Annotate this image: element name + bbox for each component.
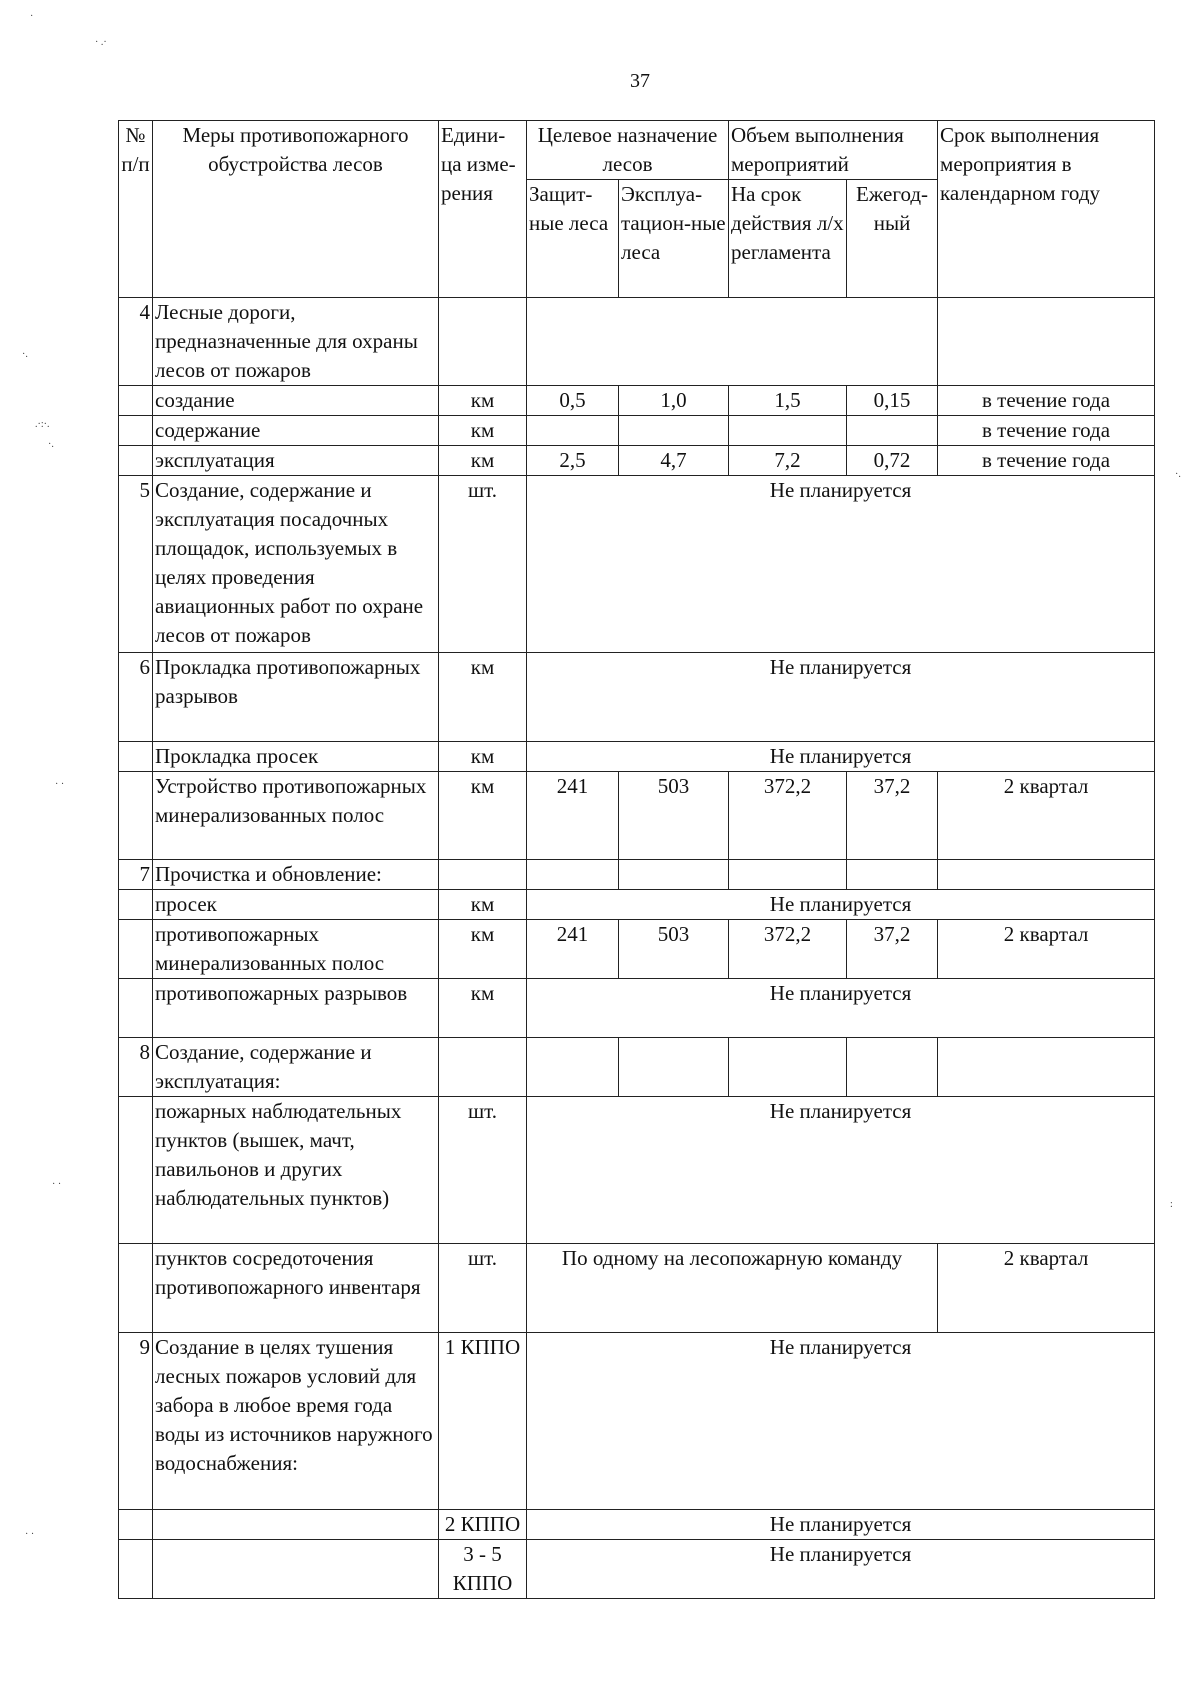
header-exploitation: Эксплуа-тацион-ные леса [619,180,729,298]
row-annual: 37,2 [847,920,938,979]
row-status: Не планируется [527,890,1155,920]
row-exploitation: 1,0 [619,386,729,416]
row-deadline: 2 квартал [938,772,1155,860]
row-unit: км [439,742,527,772]
table-row [119,920,1155,979]
row-title: Прокладка противопожарных разрывов [153,653,439,742]
row-status: По одному на лесопожарную команду [527,1244,938,1333]
row-protective: 0,5 [527,386,619,416]
row-exploitation: 503 [619,772,729,860]
header-unit: Едини-ца изме-рения [439,121,527,298]
row-unit: км [439,772,527,860]
table-row [119,1333,1155,1510]
scan-speck: · .· [95,37,107,48]
scan-speck: · · [55,779,65,790]
row-annual: 0,72 [847,446,938,476]
row-status: Не планируется [527,1097,1155,1244]
row-unit: км [439,653,527,742]
table-row [119,416,1155,446]
row-title: противопожарных разрывов [153,979,439,1038]
row-unit: 1 КППО [439,1333,527,1510]
row-title: противопожарных минерализованных полос [153,920,439,979]
row-status: Не планируется [527,1510,1155,1540]
row-num: 9 [119,1333,153,1510]
row-num: 7 [119,860,153,890]
row-title: содержание [153,416,439,446]
page-number: 37 [630,70,650,92]
scan-speck: · [30,11,34,22]
row-unit: шт. [439,1097,527,1244]
table-row [119,1038,1155,1097]
row-title: Лесные дороги, предназначенные для охраны лесов от пожаров [153,298,439,386]
header-annual: Ежегод-ный [847,180,938,298]
row-values [527,298,938,386]
table-row [119,860,1155,890]
row-unit: км [439,979,527,1038]
row-unit: 3 - 5 КППО [439,1540,527,1599]
row-for-term: 372,2 [729,772,847,860]
table-row [119,386,1155,416]
row-unit: 2 КППО [439,1510,527,1540]
row-title: пожарных наблюдательных пунктов (вышек, мачт, павильонов и других наблюдательных пунктов) [153,1097,439,1244]
scan-speck: ·. [22,349,28,360]
row-title: Прокладка просек [153,742,439,772]
header-volume: Объем выполнения мероприятий [729,121,938,180]
scan-speck: .·:·. [35,419,50,430]
header-target: Целевое назначение лесов [527,121,729,180]
row-title: Создание в целях тушения лесных пожаров условий для забора в любое время года воды из источников наружного водоснабжения: [153,1333,439,1510]
header-row [119,121,1155,180]
header-protective: Защит-ные леса [527,180,619,298]
row-deadline: в течение года [938,386,1155,416]
header-measure: Меры противопожарного обустройства лесов [153,121,439,298]
row-deadline [938,298,1155,386]
row-status: Не планируется [527,979,1155,1038]
row-unit [439,298,527,386]
scan-speck: : [1170,1199,1173,1210]
row-status: Не планируется [527,476,1155,653]
table-row [119,653,1155,742]
row-for-term: 7,2 [729,446,847,476]
row-annual: 0,15 [847,386,938,416]
row-status: Не планируется [527,1540,1155,1599]
row-status: Не планируется [527,1333,1155,1510]
fire-prevention-table [118,120,1155,1599]
row-unit: шт. [439,476,527,653]
row-for-term: 372,2 [729,920,847,979]
row-title: эксплуатация [153,446,439,476]
row-num: 5 [119,476,153,653]
row-num: 6 [119,653,153,742]
row-annual: 37,2 [847,772,938,860]
row-status: Не планируется [527,653,1155,742]
table-row [119,1540,1155,1599]
table-row [119,979,1155,1038]
header-for-term: На срок действия л/х регламента [729,180,847,298]
row-deadline: 2 квартал [938,920,1155,979]
table-row [119,1510,1155,1540]
row-unit: км [439,446,527,476]
row-exploitation: 503 [619,920,729,979]
row-title: Создание, содержание и эксплуатация: [153,1038,439,1097]
scan-speck: ·. [48,439,54,450]
row-unit: км [439,920,527,979]
row-unit: км [439,890,527,920]
row-num: 4 [119,298,153,386]
row-title: пунктов сосредоточения противопожарного инвентаря [153,1244,439,1333]
row-deadline: в течение года [938,416,1155,446]
table-row [119,772,1155,860]
scan-speck: · · [25,1529,35,1540]
scan-speck: · · [52,1179,62,1190]
header-deadline: Срок выполнения мероприятия в календарном году [938,121,1155,298]
row-unit: км [439,416,527,446]
row-protective: 2,5 [527,446,619,476]
row-title: создание [153,386,439,416]
row-title: Прочистка и обновление: [153,860,439,890]
table-row [119,1244,1155,1333]
scan-speck: ·. [1175,469,1181,480]
row-title: просек [153,890,439,920]
row-deadline: 2 квартал [938,1244,1155,1333]
table-row [119,890,1155,920]
table-row [119,1097,1155,1244]
row-status: Не планируется [527,742,1155,772]
row-unit: км [439,386,527,416]
row-title: Устройство противопожарных минерализованных полос [153,772,439,860]
row-protective: 241 [527,772,619,860]
table-row [119,446,1155,476]
table-row [119,742,1155,772]
table-row [119,298,1155,386]
row-exploitation: 4,7 [619,446,729,476]
row-protective: 241 [527,920,619,979]
row-deadline: в течение года [938,446,1155,476]
row-num: 8 [119,1038,153,1097]
table-row [119,476,1155,653]
row-unit: шт. [439,1244,527,1333]
header-num: № п/п [119,121,153,298]
row-for-term: 1,5 [729,386,847,416]
row-title: Создание, содержание и эксплуатация посадочных площадок, используемых в целях проведения авиационных работ по охране лесов от пожаров [153,476,439,653]
